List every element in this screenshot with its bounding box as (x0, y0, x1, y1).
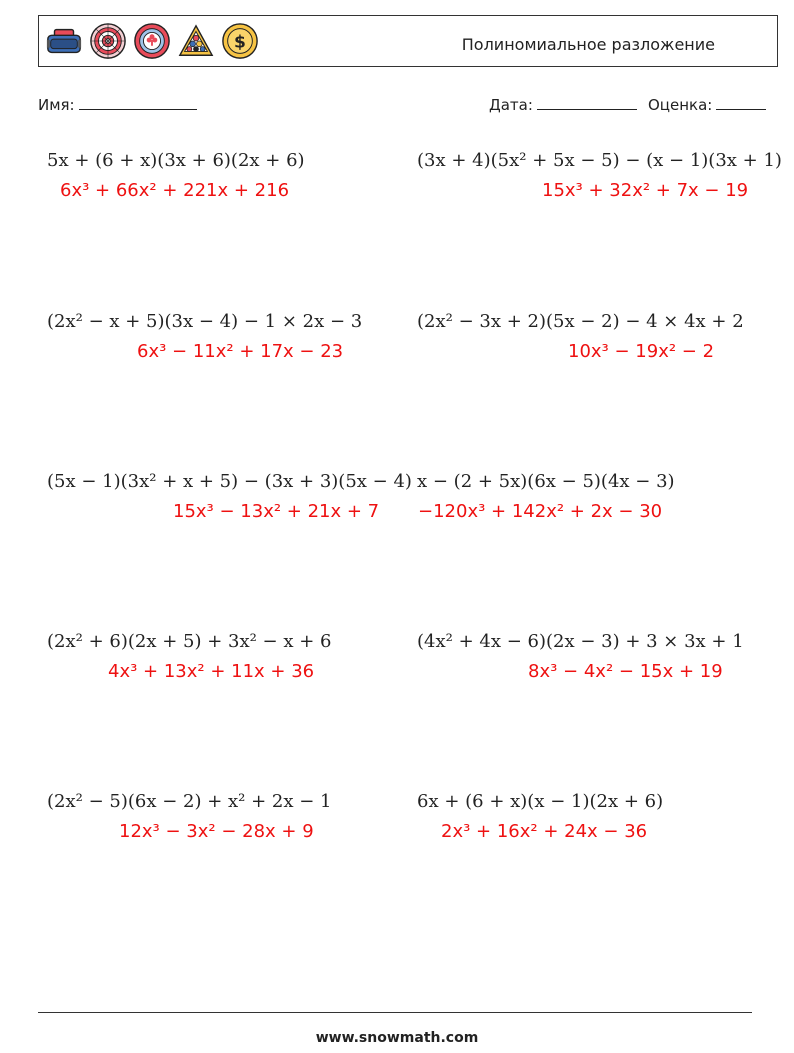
problem-1: 5x + (6 + x)(3x + 6)(2x + 6) (47, 150, 305, 171)
answer-7: 4x³ + 13x² + 11x + 36 (108, 661, 315, 682)
footer-url[interactable]: www.snowmath.com (315, 1030, 479, 1046)
answer-8: 8x³ − 4x² − 15x + 19 (528, 661, 723, 682)
header-icons (45, 22, 259, 60)
problem-9: (2x² − 5)(6x − 2) + x² + 2x − 1 (47, 791, 332, 812)
grade-field[interactable] (648, 95, 766, 114)
answer-5: 15x³ − 13x² + 21x + 7 (173, 501, 380, 522)
date-field[interactable] (489, 95, 637, 114)
problem-7: (2x² + 6)(2x + 5) + 3x² − x + 6 (47, 631, 332, 652)
answer-9: 12x³ − 3x² − 28x + 9 (119, 821, 314, 842)
problem-5: (5x − 1)(3x² + x + 5) − (3x + 3)(5x − 4) (47, 471, 412, 492)
dollar-coin-icon (221, 22, 259, 60)
problem-8: (4x² + 4x − 6)(2x − 3) + 3 × 3x + 1 (417, 631, 744, 652)
date-label: Дата: (489, 96, 533, 114)
name-field[interactable] (38, 95, 197, 114)
date-line[interactable] (537, 95, 637, 110)
footer-divider (38, 1012, 752, 1013)
casino-chip-icon (133, 22, 171, 60)
vr-headset-icon (45, 22, 83, 60)
problem-6: x − (2 + 5x)(6x − 5)(4x − 3) (417, 471, 675, 492)
grade-label: Оценка: (648, 96, 713, 114)
name-line[interactable] (79, 95, 197, 110)
billiard-rack-icon (177, 22, 215, 60)
answer-3: 6x³ − 11x² + 17x − 23 (137, 341, 344, 362)
answer-6: −120x³ + 142x² + 2x − 30 (418, 501, 663, 522)
answer-1: 6x³ + 66x² + 221x + 216 (60, 180, 290, 201)
problem-10: 6x + (6 + x)(x − 1)(2x + 6) (417, 791, 664, 812)
svg-text:$: $ (234, 32, 246, 53)
answer-2: 15x³ + 32x² + 7x − 19 (542, 180, 749, 201)
worksheet-title: Полиномиальное разложение (461, 35, 715, 54)
answer-10: 2x³ + 16x² + 24x − 36 (441, 821, 648, 842)
problem-3: (2x² − x + 5)(3x − 4) − 1 × 2x − 3 (47, 311, 363, 332)
name-label: Имя: (38, 96, 75, 114)
dartboard-icon (89, 22, 127, 60)
grade-line[interactable] (716, 95, 766, 110)
problem-2: (3x + 4)(5x² + 5x − 5) − (x − 1)(3x + 1) (417, 150, 782, 171)
answer-4: 10x³ − 19x² − 2 (568, 341, 715, 362)
worksheet-header (38, 15, 778, 67)
problem-4: (2x² − 3x + 2)(5x − 2) − 4 × 4x + 2 (417, 311, 744, 332)
